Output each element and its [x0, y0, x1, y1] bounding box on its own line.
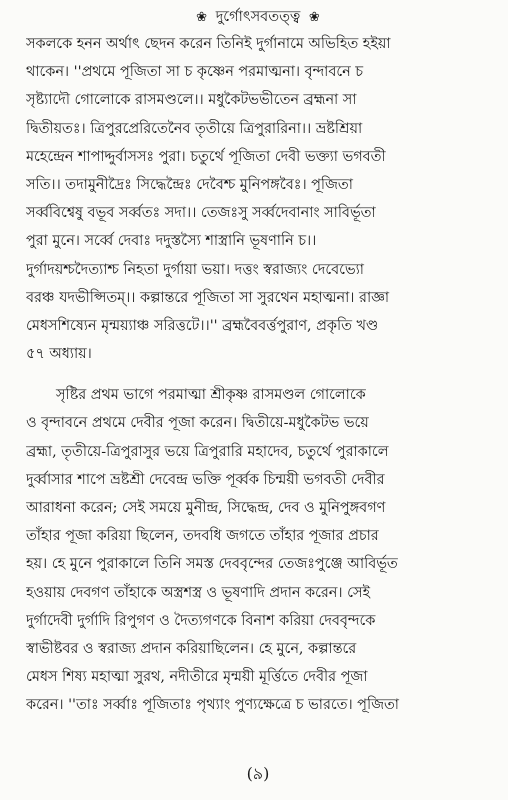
text-line: সর্ব্ববিশ্বেষু বভূব সর্ব্বতঃ সদা।। তেজঃসু সর্ব্বদেবানাং সাবির্ভূতা [26, 205, 376, 222]
text-line: সতি।। তদামুনীদ্রৈঃ সিদ্ধেন্দ্রৈঃ দেবৈশ্চ মুনিপঙ্গবৈঃ। পূজিতা [26, 176, 353, 193]
text-line: স্বাভীষ্টবর ও স্বরাজ্য প্রদান করিয়াছিলেন। হে মুনে, কল্পান্তরে [26, 640, 357, 657]
text-line: পুরা মুনে। সর্ব্বে দেবাঃ দদুস্তস্যৈ শাস্ত্রানি ভূষণানি চ।। [26, 233, 317, 250]
text-line: ৫৭ অধ্যায়। [26, 346, 92, 363]
text-line: ব্রহ্মা, তৃতীয়ে-ত্রিপুরাসুর ভয়ে ত্রিপুরারি মহাদেব, চতুর্থে পুরাকালে [26, 443, 389, 460]
paragraph-gap [26, 368, 490, 381]
text-line: দুর্গাদয়শ্চদৈত্যাশ্চ নিহতা দুর্গায়া ভয়া। দত্তং স্বরাজ্যং দেবেভ্যো [26, 261, 364, 278]
text-line: হওয়ায় দেবগণ তাঁহাকে অস্ত্রশস্ত্র ও ভূষণাদি প্রদান করেন। সেই [26, 584, 370, 601]
running-title: দুর্গোৎসবতত্ত্ব [215, 9, 301, 25]
text-line: দ্বিতীয়তঃ। ত্রিপুরপ্রেরিতেনৈব তৃতীয়ে ত্রিপুরারিনা।। ভ্রষ্টশ্রিয়া [26, 120, 363, 137]
text-line: হয়। হে মুনে পুরাকালে তিনি সমস্ত দেববৃন্দের তেজঃপুঞ্জে আবির্ভূত [26, 556, 398, 573]
flower-ornament-icon: ❀ [308, 10, 320, 25]
paragraph-2 [26, 381, 490, 719]
text-line: বরঞ্চ যদভীপ্সিতম্।। কল্পান্তরে পূজিতা সা সুরথেন মহাত্মনা। রাজ্ঞা [26, 289, 390, 306]
text-line: সৃষ্ট্যাদৌ গোলোকে রাসমণ্ডলে।। মধুকৈটভভীতেন ব্রহ্মনা সা [26, 92, 357, 109]
text-line: সকলকে হনন অর্থাৎ ছেদন করেন তিনিই দুর্গানামে অভিহিত হইয়া [26, 36, 391, 52]
text-line: সৃষ্টির প্রথম ভাগে পরমাত্মা শ্রীকৃষ্ণ রাসমণ্ডল গোলোকে [56, 387, 366, 404]
page-header [26, 4, 490, 30]
text-line: দুর্গাদেবী দুর্গাদি রিপুগণ ও দৈত্যগণকে বিনাশ করিয়া দেববৃন্দকে [26, 612, 376, 629]
flower-ornament-icon: ❀ [196, 10, 208, 25]
paragraph-1 [26, 30, 490, 368]
text-line: তাঁহার পূজা করিয়া ছিলেন, তদবধি জগতে তাঁহার পূজার প্রচার [26, 528, 379, 545]
text-line: করেন। ''তাঃ সর্ব্বাঃ পূজিতাঃ পৃথ্যাং পুণ্যক্ষেত্রে চ ভারতে। পূজিতা [26, 697, 399, 714]
text-line: মহেন্দ্রেন শাপাদ্দুর্বাসসঃ পুরা। চতুর্থে পূজিতা দেবী ভক্ত্যা ভগবতী [26, 148, 386, 165]
text-line: থাকেন। ''প্রথমে পূজিতা সা চ কৃষ্ণেন পরমাত্মনা। বৃন্দাবনে চ [26, 64, 364, 81]
book-page [26, 0, 490, 800]
page-number: (৯) [246, 764, 270, 783]
text-line: দুর্ব্বাসার শাপে ভ্রষ্টশ্রী দেবেন্দ্র ভক্তি পূর্ব্বক চিন্ময়ী ভগবতী দেবীর [26, 471, 385, 488]
text-line: আরাধনা করেন; সেই সময়ে মুনীন্দ্র, সিদ্ধেন্দ্র, দেব ও মুনিপুঙ্গবগণ [26, 500, 386, 516]
text-line: মেধস শিষ্য মহাত্মা সুরথ, নদীতীরে মৃন্ময়ী মূর্ত্তিতে দেবীর পূজা [26, 669, 368, 686]
text-line: মেধসশিষ্যেন মৃন্ময়্যাঞ্চ সরিত্তটে।।'' ব্রহ্মবৈবর্ত্তপুরাণ, প্রকৃতি খণ্ড [26, 317, 379, 334]
text-line: ও বৃন্দাবনে প্রথমে দেবীর পূজা করেন। দ্বিতীয়ে-মধুকৈটভ ভয়ে [26, 415, 369, 432]
